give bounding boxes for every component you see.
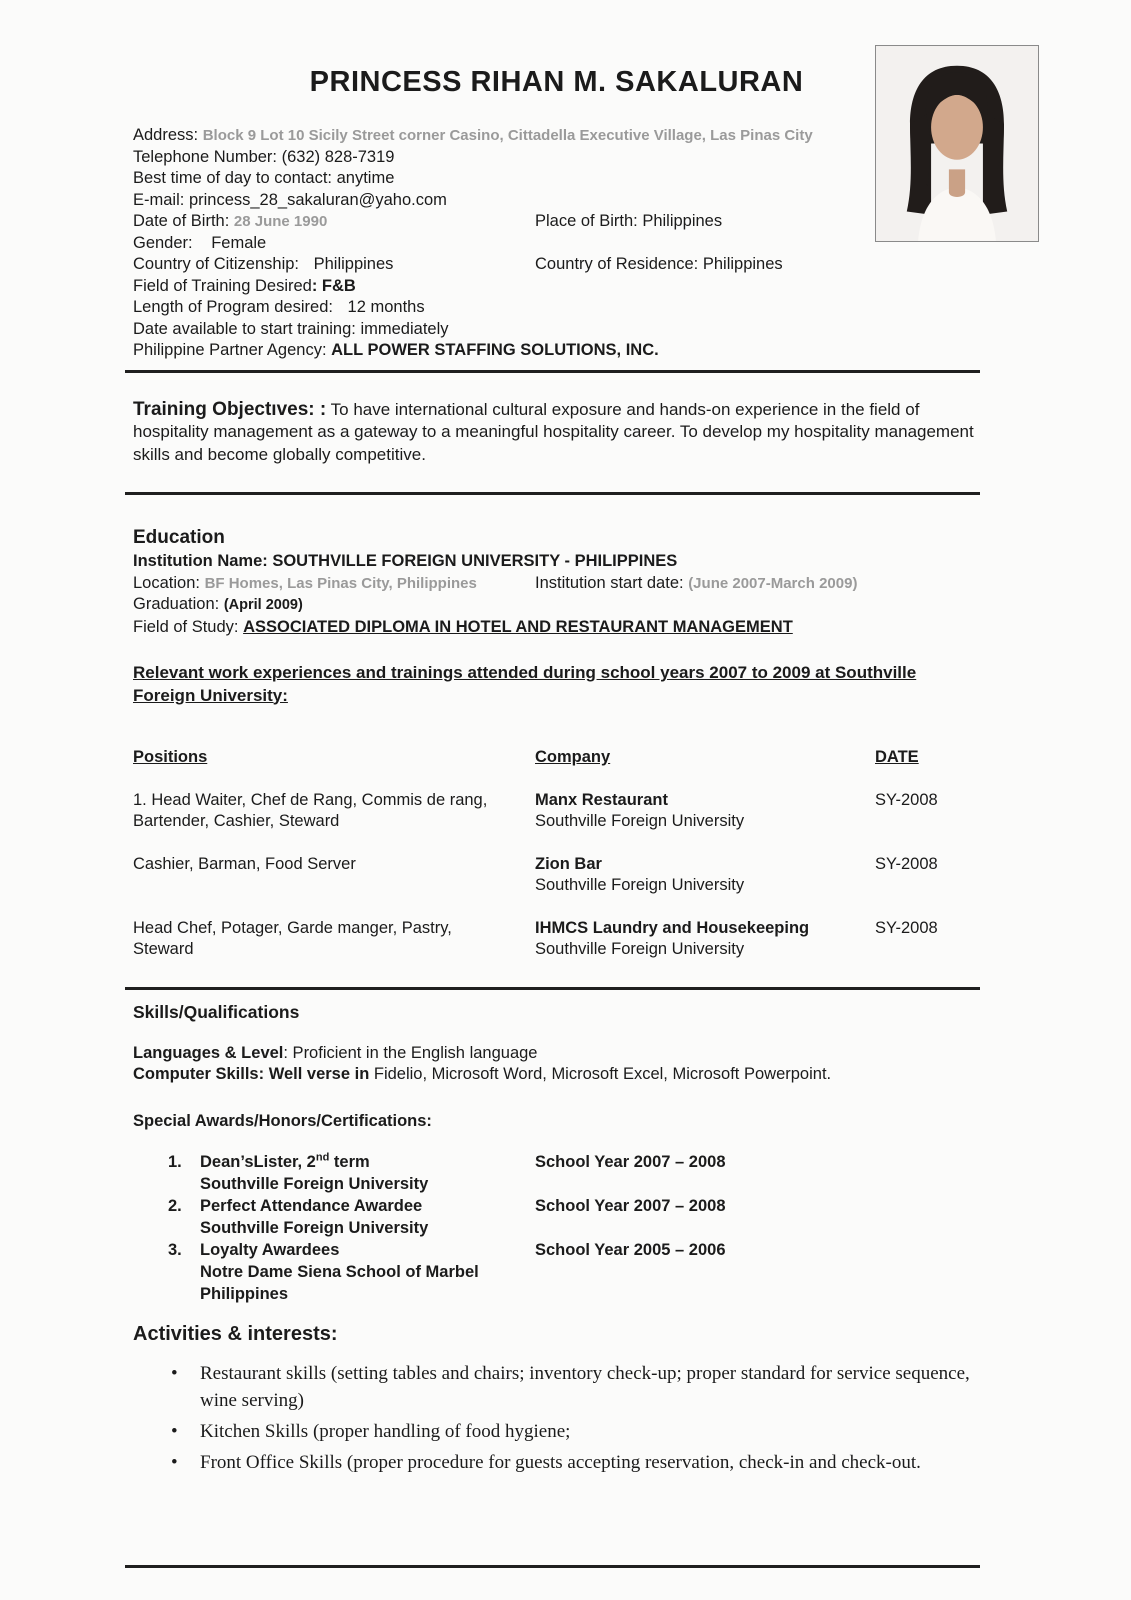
experience-table-header <box>133 747 980 769</box>
contact-line-best-time <box>133 168 980 190</box>
gender-value: Female <box>211 233 267 252</box>
company-sub: Southville Foreign University <box>535 876 745 894</box>
training-field-label: Field of Training Desired <box>133 276 312 295</box>
table-row <box>133 790 980 833</box>
award-sub2: Philippines <box>200 1284 289 1303</box>
date-available-label: Date available to start training: <box>133 319 356 338</box>
award-number: 2. <box>168 1196 182 1215</box>
awards-list <box>168 1151 980 1305</box>
list-item: • Restaurant skills (setting tables and chairs; inventory check-up; proper standard for service sequence, wine serving) <box>133 1360 980 1414</box>
partner-agency-value: ALL POWER STAFFING SOLUTIONS, INC. <box>331 341 659 359</box>
header-date: DATE <box>875 748 919 766</box>
languages-label: Languages & Level <box>133 1043 284 1062</box>
experience-intro: Relevant work experiences and trainings attended during school years 2007 to 2009 at Southville Foreign University: <box>133 663 917 705</box>
education-location-start <box>133 573 980 595</box>
computer-skills-value: Fidelio, Microsoft Word, Microsoft Excel, Microsoft Powerpoint. <box>369 1065 832 1083</box>
contact-section <box>133 125 980 362</box>
list-item: • Front Office Skills (proper procedure for guests accepting reservation, check-in and check-out. <box>133 1449 980 1476</box>
activities-list <box>133 1360 980 1476</box>
dob-group <box>133 211 535 233</box>
row-company <box>535 918 875 961</box>
skills-languages <box>133 1043 980 1065</box>
best-time-label: Best time of day to contact: <box>133 169 333 187</box>
list-item <box>168 1151 980 1195</box>
telephone-label: Telephone Number: <box>133 147 278 166</box>
institution-label: Institution Name: <box>133 552 268 570</box>
telephone-value: (632) 828-7319 <box>281 147 395 166</box>
contact-line-email <box>133 190 980 212</box>
profile-photo <box>875 45 1039 242</box>
contact-line-gender <box>133 233 980 255</box>
contact-line-training-field <box>133 276 980 298</box>
start-date-group <box>535 573 980 595</box>
citizenship-group <box>133 254 535 276</box>
awards-heading: Special Awards/Honors/Certifications: <box>133 1111 432 1130</box>
company-sub: Southville Foreign University <box>535 940 745 958</box>
award-sub: Southville Foreign University <box>200 1174 429 1193</box>
email-label: E-mail: <box>133 190 185 209</box>
award-title <box>200 1151 535 1173</box>
row-positions: Cashier, Barman, Food Server <box>133 854 356 873</box>
bottom-divider <box>125 1565 980 1568</box>
table-row <box>133 918 980 961</box>
citizenship-label: Country of Citizenship: <box>133 255 299 273</box>
start-date-label: Institution start date: <box>535 573 684 592</box>
award-title-post: term <box>329 1152 370 1171</box>
section-divider <box>125 370 980 373</box>
dob-label: Date of Birth: <box>133 212 230 230</box>
award-number: 3. <box>168 1240 182 1259</box>
objectives-label: Training Objectıves: : <box>133 398 327 420</box>
training-objectives <box>133 399 980 467</box>
partner-agency-label: Philippine Partner Agency: <box>133 341 327 359</box>
list-item <box>168 1195 980 1239</box>
gender-label: Gender: <box>133 233 193 252</box>
list-item: • Kitchen Skills (proper handling of food hygiene; <box>133 1418 980 1445</box>
contact-line-telephone <box>133 147 980 169</box>
institution-value: SOUTHVILLE FOREIGN UNIVERSITY - PHILIPPINES <box>272 552 678 570</box>
contact-line-birth <box>133 211 980 233</box>
award-title <box>200 1239 535 1261</box>
dob-value: 28 June 1990 <box>233 213 328 230</box>
award-title-block <box>200 1151 535 1195</box>
training-field-value: : F&B <box>311 276 356 295</box>
graduation-value: (April 2009) <box>223 597 303 613</box>
row-date: SY-2008 <box>875 790 938 809</box>
row-company <box>535 854 875 897</box>
contact-line-country <box>133 254 980 276</box>
award-title-pre: Loyalty Awardees <box>200 1240 340 1259</box>
best-time-value: anytime <box>336 169 395 187</box>
award-title <box>200 1195 535 1217</box>
section-divider <box>125 492 980 495</box>
contact-line-address <box>133 125 980 147</box>
row-date: SY-2008 <box>875 854 938 873</box>
header-company: Company <box>535 748 611 766</box>
table-row <box>133 854 980 897</box>
contact-line-program-length <box>133 297 980 319</box>
citizenship-value: Philippines <box>313 255 394 273</box>
education-field-of-study <box>133 617 980 639</box>
residence-value: Philippines <box>702 255 783 273</box>
education-heading: Education <box>133 527 225 548</box>
award-number: 1. <box>168 1152 182 1171</box>
award-title-block <box>200 1195 535 1239</box>
row-company <box>535 790 875 833</box>
location-value: BF Homes, Las Pinas City, Philippines <box>204 574 477 592</box>
contact-line-partner-agency <box>133 340 980 362</box>
section-divider <box>125 987 980 990</box>
location-group <box>133 573 535 595</box>
award-title-block <box>200 1239 535 1305</box>
pob-value: Philippines <box>642 212 723 230</box>
program-length-value: 12 months <box>347 298 425 316</box>
residence-group <box>535 254 980 276</box>
residence-label: Country of Residence: <box>535 255 699 273</box>
field-of-study-value: ASSOCIATED DIPLOMA IN HOTEL AND RESTAURANT MANAGEMENT <box>243 617 793 636</box>
education-graduation <box>133 594 980 617</box>
award-sub: Southville Foreign University <box>200 1218 429 1237</box>
award-sub: Notre Dame Siena School of Marbel <box>200 1262 479 1281</box>
program-length-label: Length of Program desired: <box>133 298 333 316</box>
date-available-value: immediately <box>360 319 449 338</box>
location-label: Location: <box>133 573 200 592</box>
row-positions: 1. Head Waiter, Chef de Rang, Commis de rang, Bartender, Cashier, Steward <box>133 790 488 830</box>
skills-computer <box>133 1064 980 1086</box>
skills-heading: Skills/Qualifications <box>133 1001 300 1022</box>
activities-heading: Activities & interests: <box>133 1322 338 1345</box>
computer-skills-label: Computer Skills: Well verse in <box>133 1065 370 1083</box>
email-value: princess_28_sakaluran@yaho.com <box>188 190 447 209</box>
education-institution <box>133 551 980 573</box>
company-name: IHMCS Laundry and Housekeeping <box>535 918 810 937</box>
award-title-sup: nd <box>315 1151 330 1163</box>
header-positions: Positions <box>133 748 208 766</box>
company-name: Manx Restaurant <box>535 790 668 809</box>
company-sub: Southville Foreign University <box>535 812 745 830</box>
portrait-illustration <box>876 46 1038 241</box>
address-label: Address: <box>133 126 199 144</box>
row-positions: Head Chef, Potager, Garde manger, Pastry, Steward <box>133 918 452 958</box>
graduation-label: Graduation: <box>133 595 220 613</box>
award-title-pre: Perfect Attendance Awardee <box>200 1196 423 1215</box>
page-title: PRINCESS RIHAN M. SAKALURAN <box>309 66 804 98</box>
row-date: SY-2008 <box>875 918 938 937</box>
award-title-pre: Dean’sLister, 2 <box>200 1152 316 1171</box>
languages-value: : Proficient in the English language <box>283 1043 538 1062</box>
list-item <box>168 1239 980 1305</box>
skills-section <box>133 1043 980 1086</box>
company-name: Zion Bar <box>535 854 602 873</box>
experience-table <box>133 747 980 961</box>
start-date-value: (June 2007-March 2009) <box>688 574 858 592</box>
objectives-text: To have international cultural exposure and hands-on experience in the field of hospitality management as a gateway to a meaningful hospitality career. To develop my hospitality management skills and become globally competitive. <box>133 399 974 464</box>
award-year: School Year 2007 – 2008 <box>535 1152 726 1171</box>
award-year: School Year 2007 – 2008 <box>535 1196 726 1215</box>
contact-line-date-available <box>133 319 980 341</box>
address-value: Block 9 Lot 10 Sicily Street corner Casino, Cittadella Executive Village, Las Pinas City <box>202 127 813 144</box>
pob-label: Place of Birth: <box>535 212 638 230</box>
field-of-study-label: Field of Study: <box>133 617 239 636</box>
education-section <box>133 551 980 638</box>
award-year: School Year 2005 – 2006 <box>535 1240 726 1259</box>
